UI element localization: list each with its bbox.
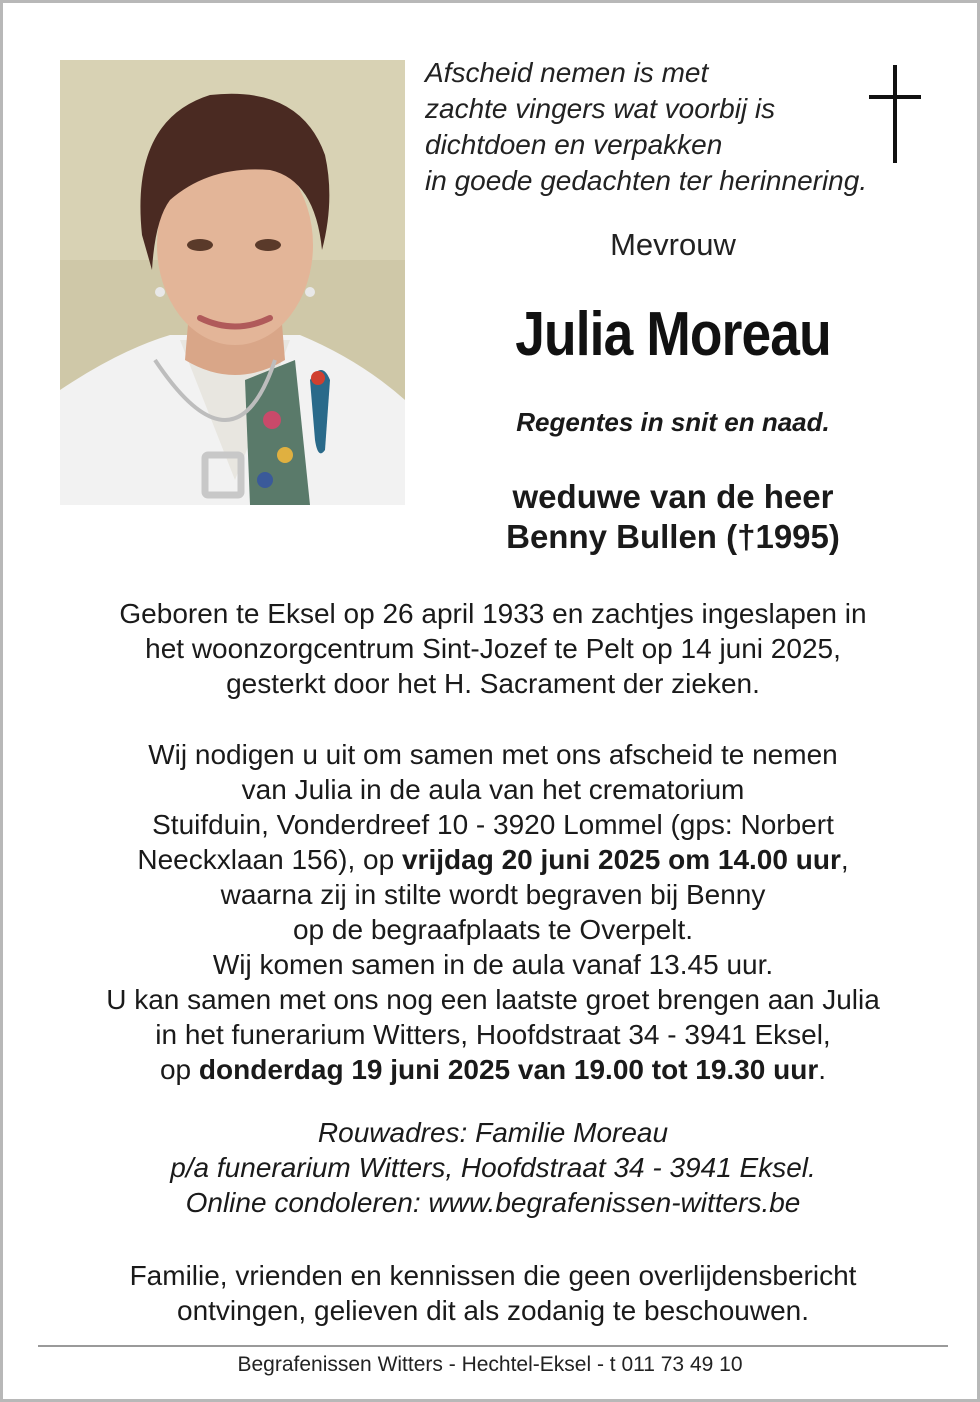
text-line: het woonzorgcentrum Sint-Jozef te Pelt op 14 juni 2025, — [145, 633, 841, 664]
occupation: Regentes in snit en naad. — [516, 407, 830, 437]
text-span: , — [840, 844, 849, 875]
text-line: ontvingen, gelieven dit als zodanig te beschouwen. — [177, 1295, 809, 1326]
text-line: Geboren te Eksel op 26 april 1933 en zachtjes ingeslapen in — [119, 598, 867, 629]
poem-line: in goede gedachten ter herinnering. — [425, 165, 868, 196]
footer-divider — [38, 1345, 948, 1347]
text-line: in het funerarium Witters, Hoofdstraat 34 - 3941 Eksel, — [155, 1019, 831, 1050]
text-line: Rouwadres: Familie Moreau — [317, 1117, 669, 1148]
footer-funeral-home: Begrafenissen Witters - Hechtel-Eksel - t 011 73 49 10 — [237, 1353, 743, 1376]
text-span: . — [818, 1054, 827, 1085]
spouse-name: Benny Bullen (†1995) — [506, 518, 840, 555]
text-line: Stuifduin, Vonderdreef 10 - 3920 Lommel (gps: Norbert — [152, 809, 834, 840]
text-line: p/a funerarium Witters, Hoofdstraat 34 - 3941 Eksel. — [170, 1152, 816, 1183]
family-note — [23, 1258, 963, 1328]
text-span: op — [159, 1054, 199, 1085]
widow-line: weduwe van de heer — [512, 478, 834, 515]
text-line: van Julia in de aula van het crematorium — [241, 774, 745, 805]
poem-line: zachte vingers wat voorbij is — [425, 93, 776, 124]
text-line: Familie, vrienden en kennissen die geen overlijdensbericht — [129, 1260, 857, 1291]
text-line: waarna zij in stilte wordt begraven bij Benny — [220, 879, 766, 910]
portrait-illustration — [60, 60, 405, 505]
salutation: Mevrouw — [610, 227, 736, 262]
text-line: gesterkt door het H. Sacrament der zieken. — [226, 668, 760, 699]
ceremony-invitation — [23, 737, 963, 1087]
ceremony-date: vrijdag 20 juni 2025 om 14.00 uur — [401, 844, 841, 875]
text-line: op de begraafplaats te Overpelt. — [292, 914, 694, 945]
poem-line: dichtdoen en verpakken — [425, 129, 723, 160]
condolence-website: Online condoleren: www.begrafenissen-witters.be — [185, 1187, 801, 1218]
text-line — [23, 842, 963, 877]
text-line: Wij komen samen in de aula vanaf 13.45 uur. — [212, 949, 774, 980]
widow-of — [423, 477, 923, 557]
mourning-address — [23, 1115, 963, 1220]
text-line: Wij nodigen u uit om samen met ons afscheid te nemen — [148, 739, 838, 770]
portrait-photo — [60, 60, 405, 505]
cross-icon — [865, 65, 925, 163]
text-line — [23, 1052, 963, 1087]
deceased-name: Julia Moreau — [515, 300, 831, 369]
text-span: Neeckxlaan 156), op — [137, 844, 402, 875]
text-line: U kan samen met ons nog een laatste groet brengen aan Julia — [106, 984, 880, 1015]
birth-death-info — [23, 596, 963, 701]
viewing-date: donderdag 19 juni 2025 van 19.00 tot 19.30 uur — [198, 1054, 819, 1085]
poem-line: Afscheid nemen is met — [425, 57, 709, 88]
